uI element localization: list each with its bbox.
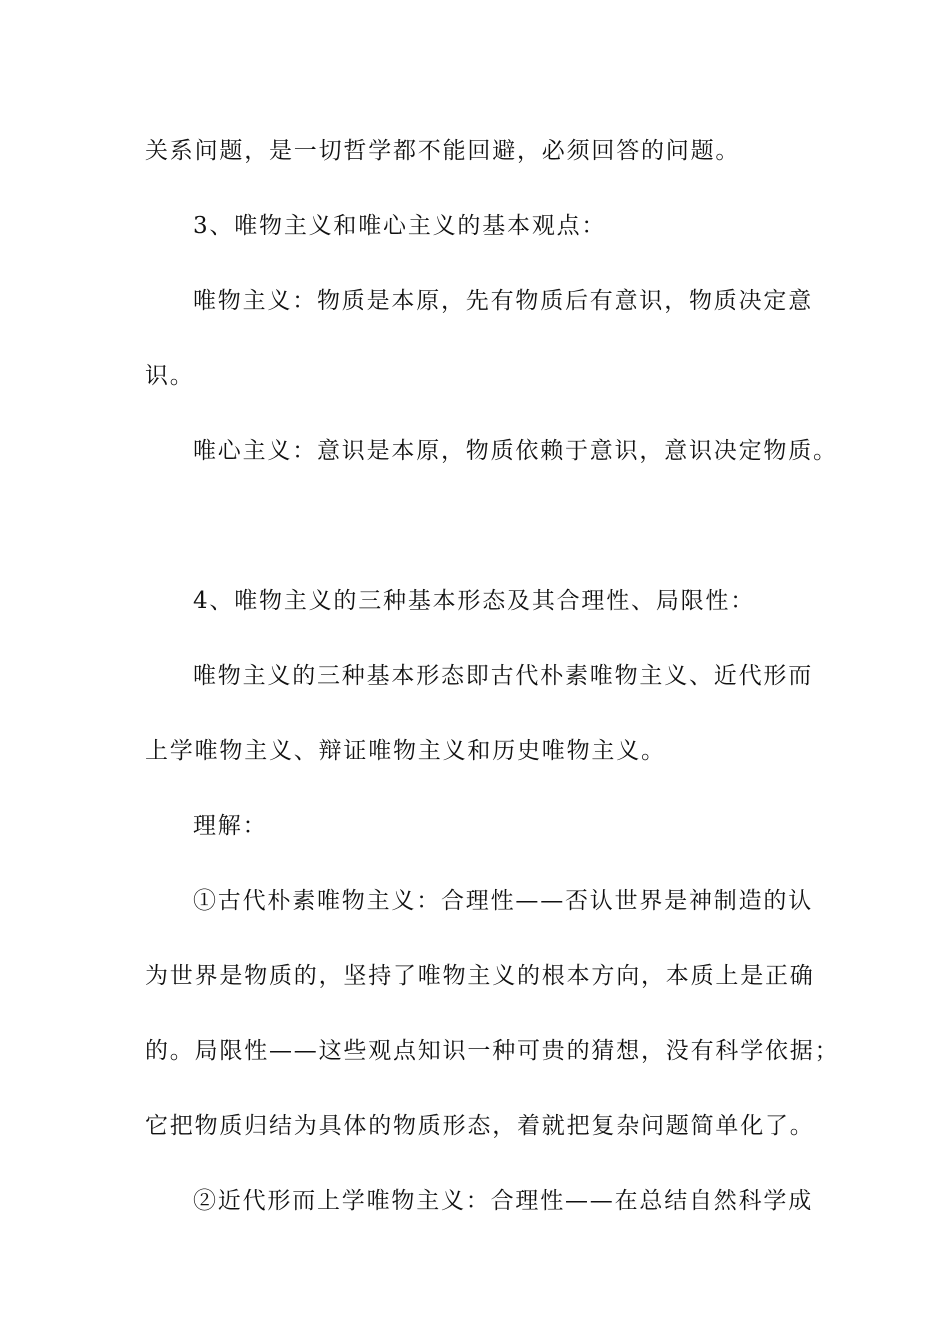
text-line: 为世界是物质的，坚持了唯物主义的根本方向，本质上是正确 [145, 963, 815, 989]
text-line: 唯物主义的三种基本形态即古代朴素唯物主义、近代形而 [193, 663, 813, 689]
text-line: 识。 [145, 363, 195, 389]
text-line: 它把物质归结为具体的物质形态，着就把复杂问题简单化了。 [145, 1113, 815, 1139]
text-line: 上学唯物主义、辩证唯物主义和历史唯物主义。 [145, 738, 666, 764]
text-line: ②近代形而上学唯物主义：合理性——在总结自然科学成 [193, 1188, 813, 1214]
text-line: 理解： [193, 813, 268, 839]
text-line: 唯心主义：意识是本原，物质依赖于意识，意识决定物质。 [193, 438, 838, 464]
text-line: ①古代朴素唯物主义：合理性——否认世界是神制造的认 [193, 888, 813, 914]
text-line: 唯物主义：物质是本原，先有物质后有意识，物质决定意 [193, 288, 813, 314]
section-heading: 4、唯物主义的三种基本形态及其合理性、局限性： [193, 588, 756, 614]
text-line: 关系问题，是一切哲学都不能回避，必须回答的问题。 [145, 138, 741, 164]
section-heading: 3、唯物主义和唯心主义的基本观点： [193, 213, 607, 239]
text-line: 的。局限性——这些观点知识一种可贵的猜想，没有科学依据； [145, 1038, 840, 1064]
